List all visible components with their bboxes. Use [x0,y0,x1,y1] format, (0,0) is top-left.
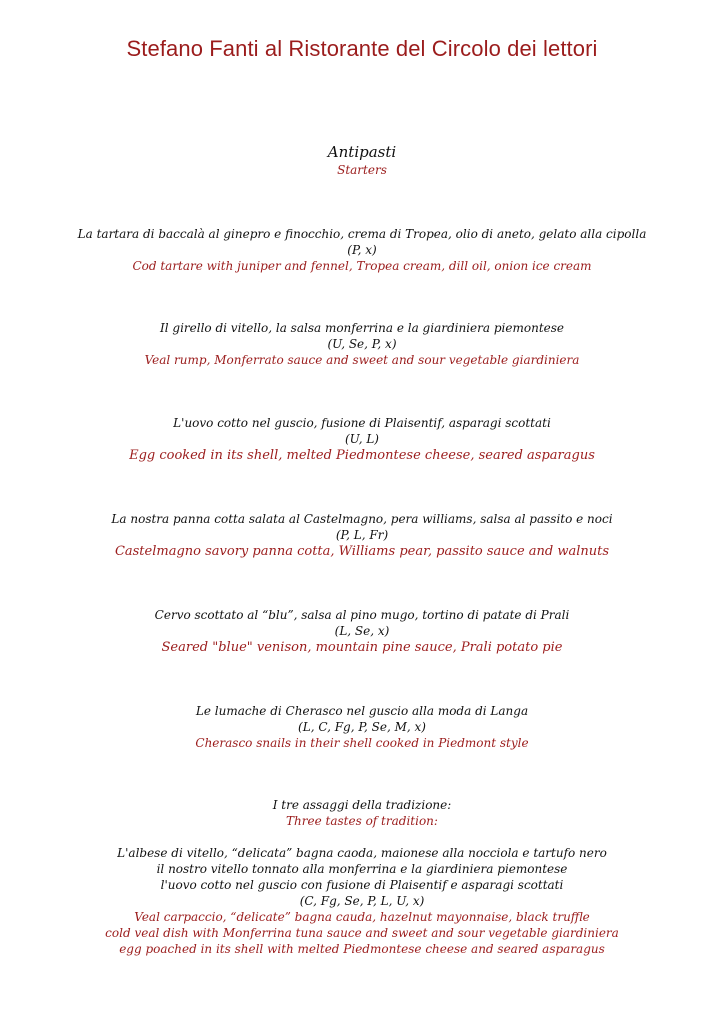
dish-name-it: La nostra panna cotta salata al Castelmagno, pera williams, salsa al passito e noci [111,512,613,526]
tasting-line-it: l'uovo cotto nel guscio con fusione di Plaisentif e asparagi scottati [160,878,564,892]
dish-name-it: Le lumache di Cherasco nel guscio alla moda di Langa [195,704,529,718]
dish-name-it: Cervo scottato al “blu”, salsa al pino mugo, tortino di patate di Prali [154,608,570,622]
dish-item [0,703,724,751]
dish-item [0,226,724,274]
dish-name-en: Seared "blue" venison, mountain pine sauce, Prali potato pie [161,640,563,655]
tasting-line-en: egg poached in its shell with melted Piedmontese cheese and seared asparagus [119,942,605,956]
tasting-line-en: Veal carpaccio, “delicate” bagna cauda, hazelnut mayonnaise, black truffle [134,910,590,924]
tasting-item [0,845,724,957]
dish-allergens: (P, x) [347,243,377,257]
section-title-en: Starters [337,163,387,177]
dish-item [0,320,724,368]
tasting-heading [0,797,724,829]
dish-name-it: Il girello di vitello, la salsa monferrina e la giardiniera piemontese [160,321,564,335]
tasting-allergens: (C, Fg, Se, P, L, U, x) [299,894,425,908]
dish-item [0,415,724,465]
dish-allergens: (P, L, Fr) [335,528,389,542]
section-heading [0,142,724,178]
tasting-items-it [0,845,724,893]
tasting-line-it: L'albese di vitello, “delicata” bagna caoda, maionese alla nocciola e tartufo nero [117,846,607,860]
dish-name-en: Egg cooked in its shell, melted Piedmontese cheese, seared asparagus [129,448,595,463]
dish-name-it: L'uovo cotto nel guscio, fusione di Plaisentif, asparagi scottati [173,416,551,430]
page-title: Stefano Fanti al Ristorante del Circolo dei lettori [126,36,598,61]
dish-name-en: Castelmagno savory panna cotta, Williams pear, passito sauce and walnuts [114,544,610,559]
section-title-it: Antipasti [327,143,397,161]
tasting-title-en: Three tastes of tradition: [286,814,438,828]
dish-item [0,511,724,561]
tasting-items-en [0,909,724,957]
dish-name-en: Cod tartare with juniper and fennel, Tropea cream, dill oil, onion ice cream [132,259,592,273]
dish-allergens: (U, L) [345,432,379,446]
dish-allergens: (L, C, Fg, P, Se, M, x) [298,720,426,734]
tasting-title-it: I tre assaggi della tradizione: [272,798,452,812]
dish-name-it: La tartara di baccalà al ginepro e finocchio, crema di Tropea, olio di aneto, gelato alla cipolla [77,227,647,241]
dish-item [0,607,724,657]
dish-name-en: Veal rump, Monferrato sauce and sweet and sour vegetable giardiniera [144,353,580,367]
dish-name-en: Cherasco snails in their shell cooked in Piedmont style [195,736,529,750]
dish-allergens: (L, Se, x) [334,624,390,638]
tasting-line-en: cold veal dish with Monferrina tuna sauce and sweet and sour vegetable giardiniera [105,926,619,940]
dish-allergens: (U, Se, P, x) [327,337,397,351]
tasting-line-it: il nostro vitello tonnato alla monferrina e la giardiniera piemontese [156,862,568,876]
